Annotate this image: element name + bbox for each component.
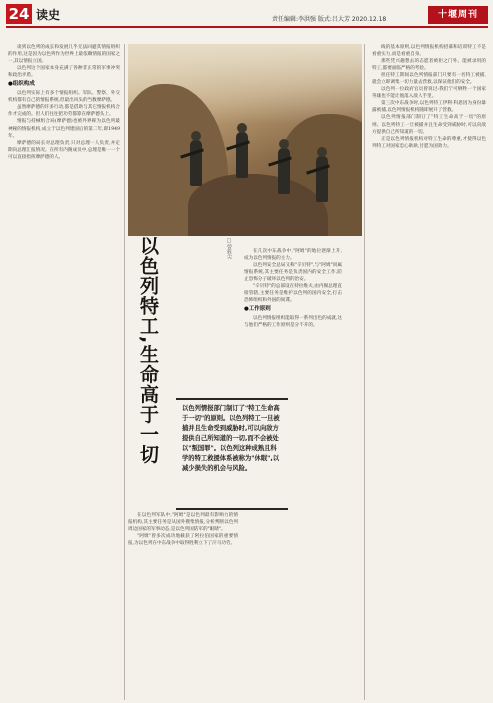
paragraph: 以色列安全总局又称"辛贝特",与"阿姆"同属情报系统,其主要任务是负责国内的安全工作,防止恐怖分子破坏以色列的治安。 [244, 263, 342, 283]
paragraph: 担任特工期间以色列情报部门只要有一名特工被捕,就会立即调集一切力量去营救,以保证他们的安全。 [372, 73, 486, 86]
paragraph: 那些凭兴趣想去的志愿者被拒之门外。能被录用的特工,都要面临严格的考验。 [372, 59, 486, 72]
pull-quote-text: 以色列情报部门制订了"特工生命高于一切"的原则。以色列特工一旦被捕并且生命受到威胁时,可以向敌方提供自己所知道的一切,而不会被处以"叛国罪"。以色列这种成熟且科学的特工救援体系被称为"休眠",以减少损失的机会与风险。 [182, 405, 280, 472]
paragraph: 虽然摩萨德的许多行动,都是借助与其它情报机构合作才完成的。但人们往往把功劳都算在摩萨德头上。 [8, 105, 120, 118]
paragraph: 以色列这个国家本身充满了各种非正常的军事冲突和政治矛盾。 [8, 66, 120, 79]
column-divider [124, 44, 125, 700]
subheading: ●工作原则 [244, 306, 271, 313]
paragraph: 正是以色列情报机构对特工生命的尊重,才使得以色列特工对国家忠心耿耿,甘愿为国效力。 [372, 136, 486, 149]
header-rule [6, 26, 488, 28]
editor-meta: 责任编辑:李洪强 版式:吕大芳 2020.12.18 [272, 16, 387, 23]
paragraph: 以色列情报部门制订了"特工生命高于一切"的原则。以色列特工一旦被捕并且生命受到威胁时,可以向敌方提供自己所知道的一切。 [372, 115, 486, 135]
paragraph: 以色列一位政府官员曾说过:我们宁可牺牲一个国家英雄也不能让他落入敌人手里。 [372, 87, 486, 100]
paragraph: 线的基本原则,以色列情报机构招募和培训特工不是看重实力,而是看重自身。 [372, 45, 486, 58]
column-divider [364, 44, 365, 700]
article-headline: 以色列特工,生命高于一切 [137, 236, 159, 465]
article-column-lower [128, 512, 238, 700]
page-header [0, 0, 493, 30]
paragraph: 摩萨德的局长对总理负责,只对总理一人负责,并定期向总理汇报情况。在所有内阁成员中,总理是唯一一个可以直接指挥摩萨德的人。 [8, 140, 120, 160]
soldier-figure [278, 148, 290, 194]
soldier-figure [316, 156, 328, 202]
article-column-1 [8, 44, 120, 698]
subheading: ●组织构成 [8, 81, 35, 88]
page-number: 24 [6, 4, 32, 24]
paragraph: 以色列实际上有多个情报组织。军队、警察、外交机构都有自己的情报系统,但最出风头的当数摩萨德。 [8, 91, 120, 104]
soldier-figure [236, 132, 248, 178]
section-title: 读史 [36, 8, 61, 22]
paragraph: 以色列情报组织能取得一系列出色的成就,这与他们严格的工作原则是分不开的。 [244, 316, 342, 329]
paragraph: "阿姆"曾多次成功地截获了阿拉伯国家的重要情报,为以色列在中东战争中取得胜利立下了汗马功劳。 [128, 534, 238, 547]
masthead: 十堰周刊 [428, 6, 488, 24]
article-column-2 [244, 248, 342, 700]
article-photo [128, 44, 362, 236]
paragraph: 在几次中东战争中,"阿姆"的地位逐渐上升,成为以色列情报的主力。 [244, 249, 342, 262]
paragraph: "辛贝特"的总部设在特拉维夫,由内阁总理直接管辖,主要任务是维护以色列的国内安全,打击恐怖组织和外国的间谍。 [244, 284, 342, 304]
paragraph: 在以色列军队中,"阿姆"是以色列最有影响力的情报机构,其主要任务是从国外搜集情报,分析判断以色列周边国家的军事动态,是以色列国防军的"眼睛"。 [128, 513, 238, 533]
paragraph: 第三次中东战争时,以色列特工伊利·科恩因为身份暴露被捕,以色列情报机构随即展开了营救。 [372, 101, 486, 114]
article-column-4 [372, 44, 486, 698]
soldier-figure [190, 140, 202, 186]
paragraph: 情报与持械组合局(摩萨德)也被外界称为以色列最神秘的情报机构,成立于以色列建国后的第二年,即1949年。 [8, 119, 120, 139]
byline: □曾筱尖 [226, 238, 232, 259]
paragraph: 谈到以色列的成长和发展几乎无法回避其情报组织的作用,这是因为以色列作为世界上最依赖情报的国家之一,其以情报立国。 [8, 45, 120, 65]
